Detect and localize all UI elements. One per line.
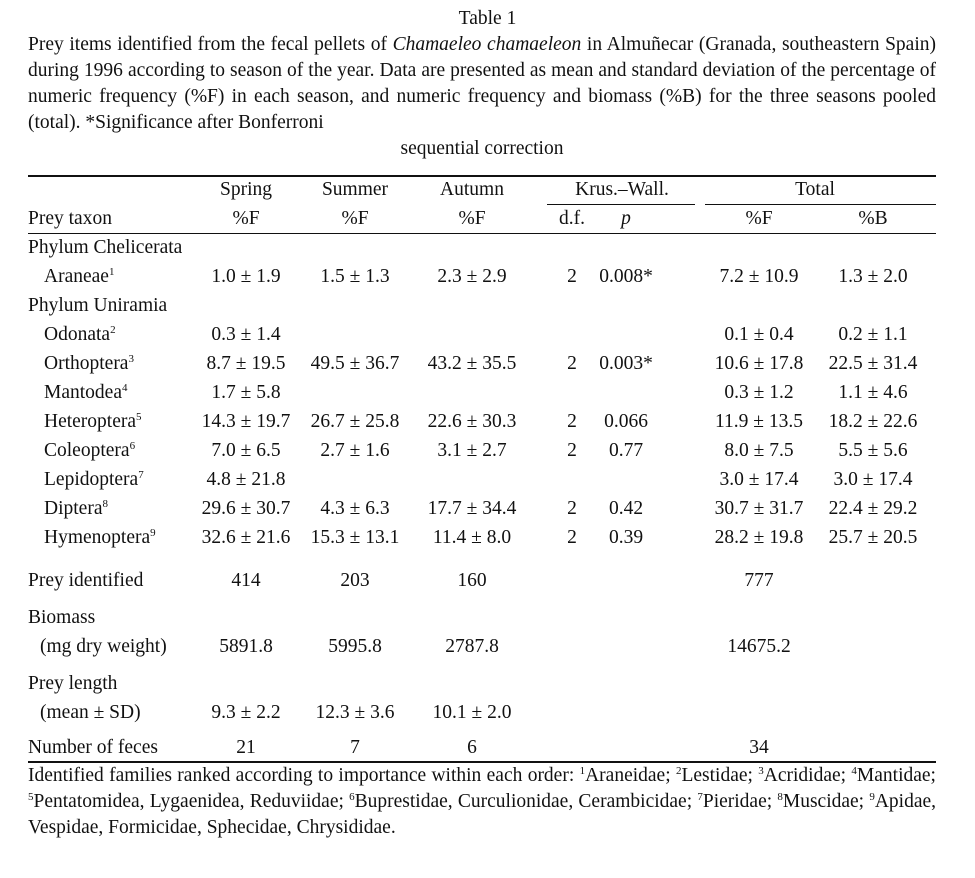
taxon-coleoptera: [44, 438, 135, 464]
table-caption: [28, 32, 936, 162]
cell-autumn: 11.4 ± 8.0: [432, 527, 512, 548]
phylum-chelicerata: Phylum Chelicerata: [28, 237, 183, 258]
cell-spring: 1.0 ± 1.9: [211, 266, 281, 287]
header-summer: Summer: [321, 179, 389, 200]
cell-autumn: 3.1 ± 2.7: [437, 440, 507, 461]
summary-prey-length-label: Prey length: [28, 673, 118, 694]
table-footnote: [28, 763, 936, 841]
summary-feces-summer: 7: [350, 737, 360, 758]
cell-spring: 29.6 ± 30.7: [201, 498, 291, 519]
taxon-label: Diptera: [44, 498, 103, 519]
header-prey-taxon: Prey taxon: [28, 208, 112, 229]
taxon-footnote-ref: 1: [108, 266, 115, 278]
header-total: Total: [795, 179, 835, 200]
cell-spring: 0.3 ± 1.4: [211, 324, 281, 345]
footnote-family: Mantidae;: [856, 765, 936, 786]
summary-prey-length-autumn: 10.1 ± 2.0: [432, 702, 512, 723]
footnote-family: Pentatomidea, Lygaenidea, Reduviidae;: [33, 791, 350, 812]
table-title: Table 1: [458, 8, 517, 29]
taxon-diptera: [44, 496, 108, 522]
taxon-label: Mantodea: [44, 382, 122, 403]
header-p: [621, 206, 631, 232]
summary-feces-label: Number of feces: [28, 737, 158, 758]
summary-feces-autumn: 6: [467, 737, 477, 758]
taxon-label: Coleoptera: [44, 440, 130, 461]
cell-autumn: 2.3 ± 2.9: [437, 266, 507, 287]
taxon-label: Heteroptera: [44, 411, 137, 432]
footnote-intro: Identified families ranked according to importance within each order:: [28, 765, 580, 786]
header-kruskal-wallis: Krus.–Wall.: [575, 179, 669, 200]
cell-summer: 26.7 ± 25.8: [310, 411, 400, 432]
footnote-ref: 7: [697, 791, 703, 803]
caption-text: Prey items identified from the fecal pellets of: [28, 34, 393, 55]
cell-spring: 8.7 ± 19.5: [206, 353, 286, 374]
cell-df: 2: [567, 266, 577, 287]
summary-prey-length-summer: 12.3 ± 3.6: [315, 702, 395, 723]
summary-prey-length-unit: (mean ± SD): [40, 702, 141, 723]
phylum-uniramia: Phylum Uniramia: [28, 295, 168, 316]
footnote-ref: 9: [869, 791, 875, 803]
footnote-family: Apidae, Vespidae, Formicidae, Sphecidae, Chrysididae.: [28, 791, 937, 838]
footnote-family: Pieridae;: [702, 791, 778, 812]
taxon-label: Hymenoptera: [44, 527, 151, 548]
taxon-footnote-ref: 8: [102, 498, 108, 510]
summary-biomass-spring: 5891.8: [219, 636, 273, 657]
taxon-footnote-ref: 2: [110, 324, 116, 336]
summary-biomass-autumn: 2787.8: [445, 636, 499, 657]
cell-summer: 1.5 ± 1.3: [320, 266, 390, 287]
taxon-heteroptera: [44, 409, 142, 435]
taxon-footnote-ref: 3: [128, 353, 134, 365]
species-name: Chamaeleo chamaeleon: [392, 34, 582, 55]
taxon-mantodea: [44, 380, 127, 406]
cell-autumn: 17.7 ± 34.4: [427, 498, 517, 519]
cell-p: 0.42: [608, 498, 644, 519]
taxon-label: Lepidoptera: [44, 469, 139, 490]
summary-prey-identified-autumn: 160: [457, 570, 487, 591]
cell-spring: 7.0 ± 6.5: [211, 440, 281, 461]
header-df: d.f.: [559, 208, 585, 229]
cell-summer: 4.3 ± 6.3: [320, 498, 390, 519]
header-autumn-pctF: %F: [458, 208, 486, 229]
taxon-hymenoptera: [44, 525, 156, 551]
cell-total-pctB: 22.4 ± 29.2: [828, 498, 918, 519]
taxon-label: Araneae: [44, 266, 109, 287]
cell-summer: 15.3 ± 13.1: [310, 527, 400, 548]
footnote-family: Buprestidae, Curculionidae, Cerambicidae;: [354, 791, 698, 812]
header-total-pctB: %B: [858, 208, 888, 229]
summary-feces-spring: 21: [236, 737, 256, 758]
cell-total-pctB: 1.1 ± 4.6: [838, 382, 908, 403]
header-bottom-rule: [28, 233, 936, 234]
summary-feces-total: 34: [749, 737, 769, 758]
kruskal-underline: [547, 204, 695, 205]
summary-prey-identified-spring: 414: [231, 570, 261, 591]
cell-total-pctF: 11.9 ± 13.5: [715, 411, 803, 432]
cell-total-pctB: 0.2 ± 1.1: [838, 324, 908, 345]
cell-total-pctB: 5.5 ± 5.6: [838, 440, 908, 461]
taxon-footnote-ref: 9: [150, 527, 156, 539]
cell-total-pctF: 30.7 ± 31.7: [714, 498, 804, 519]
taxon-footnote-ref: 4: [121, 382, 128, 394]
cell-spring: 4.8 ± 21.8: [206, 469, 286, 490]
header-spring: Spring: [219, 179, 273, 200]
summary-biomass-unit: (mg dry weight): [40, 636, 167, 657]
footnote-family: Araneidae;: [585, 765, 676, 786]
taxon-footnote-ref: 5: [136, 411, 142, 423]
footnote-family: Lestidae;: [681, 765, 759, 786]
cell-total-pctF: 8.0 ± 7.5: [724, 440, 794, 461]
cell-spring: 14.3 ± 19.7: [201, 411, 291, 432]
cell-total-pctB: 3.0 ± 17.4: [833, 469, 913, 490]
footnote-ref: 6: [349, 791, 355, 803]
footnote-ref: 1: [579, 765, 586, 777]
footnote-family: Acrididae;: [763, 765, 852, 786]
cell-total-pctF: 28.2 ± 19.8: [714, 527, 804, 548]
summary-biomass-summer: 5995.8: [328, 636, 382, 657]
summary-prey-identified-summer: 203: [340, 570, 370, 591]
taxon-araneae: [44, 264, 114, 290]
cell-autumn: 43.2 ± 35.5: [427, 353, 517, 374]
taxon-lepidoptera: [44, 467, 144, 493]
header-spring-pctF: %F: [232, 208, 260, 229]
cell-df: 2: [567, 527, 577, 548]
cell-p: 0.008*: [599, 266, 653, 287]
cell-total-pctF: 7.2 ± 10.9: [719, 266, 799, 287]
taxon-footnote-ref: 6: [129, 440, 136, 452]
cell-p: 0.77: [608, 440, 644, 461]
cell-total-pctB: 18.2 ± 22.6: [828, 411, 918, 432]
caption-last-line: sequential correction: [400, 138, 564, 159]
cell-total-pctB: 1.3 ± 2.0: [838, 266, 908, 287]
cell-p: 0.003*: [599, 353, 653, 374]
footnote-family: Muscidae;: [782, 791, 870, 812]
total-underline: [705, 204, 936, 205]
taxon-odonata: [44, 322, 116, 348]
cell-df: 2: [567, 353, 577, 374]
cell-df: 2: [567, 440, 577, 461]
cell-spring: 1.7 ± 5.8: [211, 382, 281, 403]
cell-total-pctB: 25.7 ± 20.5: [828, 527, 918, 548]
cell-summer: 2.7 ± 1.6: [320, 440, 390, 461]
header-autumn: Autumn: [440, 179, 504, 200]
cell-p: 0.066: [604, 411, 648, 432]
header-summer-pctF: %F: [341, 208, 369, 229]
footnote-ref: 5: [28, 791, 34, 803]
taxon-footnote-ref: 7: [138, 469, 144, 481]
cell-df: 2: [567, 411, 577, 432]
footnote-ref: 3: [758, 765, 764, 777]
footnote-ref: 4: [851, 765, 857, 777]
cell-total-pctF: 10.6 ± 17.8: [714, 353, 804, 374]
header-total-pctF: %F: [745, 208, 773, 229]
cell-spring: 32.6 ± 21.6: [201, 527, 291, 548]
footnote-ref: 8: [777, 791, 783, 803]
header-p-italic: p: [621, 208, 631, 229]
caption-text-continued: in Almuñecar (Granada, southeastern Spain) during 1996 according to season of the year. Data are presented as mean and standard deviation of the percentage of numeric frequency (%F) in each season, and numeric frequency and biomass (%B) for the three seasons pooled (total). *Significance after Bonferroni: [28, 34, 936, 133]
cell-total-pctF: 0.1 ± 0.4: [724, 324, 794, 345]
footnote-ref: 2: [675, 765, 682, 777]
cell-total-pctF: 0.3 ± 1.2: [724, 382, 794, 403]
cell-p: 0.39: [608, 527, 644, 548]
summary-biomass-label: Biomass: [28, 607, 96, 628]
summary-prey-length-spring: 9.3 ± 2.2: [211, 702, 281, 723]
taxon-label: Orthoptera: [44, 353, 129, 374]
summary-prey-identified-total: 777: [744, 570, 774, 591]
cell-autumn: 22.6 ± 30.3: [427, 411, 517, 432]
cell-summer: 49.5 ± 36.7: [310, 353, 400, 374]
cell-total-pctB: 22.5 ± 31.4: [828, 353, 918, 374]
cell-total-pctF: 3.0 ± 17.4: [719, 469, 799, 490]
taxon-label: Odonata: [44, 324, 111, 345]
summary-prey-identified-label: Prey identified: [28, 570, 144, 591]
taxon-orthoptera: [44, 351, 134, 377]
summary-biomass-total: 14675.2: [727, 636, 791, 657]
cell-df: 2: [567, 498, 577, 519]
